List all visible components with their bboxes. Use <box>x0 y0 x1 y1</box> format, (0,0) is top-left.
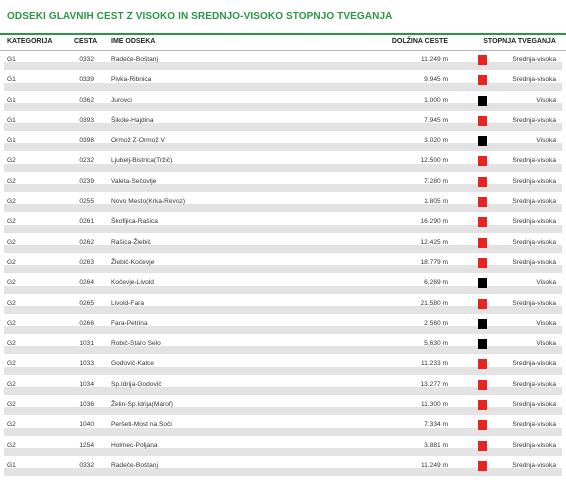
cell-kategorija: G2 <box>7 401 16 409</box>
cell-dolzina: 1.805 m <box>424 198 448 206</box>
header-cesta: CESTA <box>74 38 98 45</box>
cell-stopnja: Srednja-visoka <box>512 360 556 368</box>
cell-dolzina: 2.560 m <box>424 319 448 327</box>
cell-stopnja: Srednja-visoka <box>512 258 556 266</box>
risk-level-square <box>478 96 487 106</box>
cell-cesta: 0261 <box>79 218 94 226</box>
cell-kategorija: G2 <box>7 258 16 266</box>
cell-ime-odseka: Holmec-Poljana <box>111 441 158 449</box>
cell-ime-odseka: Fara-Petrina <box>111 319 148 327</box>
cell-kategorija: G2 <box>7 360 16 368</box>
cell-ime-odseka: Radeče-Boštanj <box>111 461 158 469</box>
cell-kategorija: G1 <box>7 137 16 145</box>
cell-dolzina: 9.945 m <box>424 76 448 84</box>
cell-kategorija: G2 <box>7 441 16 449</box>
cell-ime-odseka: Ormož Z-Ormož V <box>111 137 165 145</box>
risk-level-square <box>478 319 487 329</box>
cell-cesta: 0263 <box>79 258 94 266</box>
risk-level-square <box>478 461 487 471</box>
cell-dolzina: 11.233 m <box>420 360 448 368</box>
cell-ime-odseka: Žlebič-Kočevje <box>111 258 155 266</box>
cell-kategorija: G2 <box>7 380 16 388</box>
cell-stopnja: Srednja-visoka <box>512 177 556 185</box>
cell-dolzina: 7.945 m <box>424 116 448 124</box>
cell-stopnja: Visoka <box>536 319 556 327</box>
header-stopnja-tveganja: STOPNJA TVEGANJA <box>483 38 556 45</box>
cell-cesta: 1040 <box>79 421 94 429</box>
cell-kategorija: G2 <box>7 218 16 226</box>
cell-kategorija: G2 <box>7 279 16 287</box>
table-row <box>0 113 566 133</box>
table-row <box>0 316 566 336</box>
risk-level-square <box>478 400 487 410</box>
table-row <box>0 174 566 194</box>
cell-dolzina: 12.500 m <box>420 157 448 165</box>
table-row <box>0 52 566 72</box>
cell-kategorija: G1 <box>7 76 16 84</box>
cell-stopnja: Visoka <box>536 279 556 287</box>
cell-cesta: 0262 <box>79 238 94 246</box>
table-row <box>0 356 566 376</box>
cell-cesta: 0265 <box>79 299 94 307</box>
cell-cesta: 0362 <box>79 96 94 104</box>
cell-stopnja: Srednja-visoka <box>512 441 556 449</box>
cell-cesta: 0232 <box>79 157 94 165</box>
risk-level-square <box>478 278 487 288</box>
cell-stopnja: Srednja-visoka <box>512 116 556 124</box>
cell-dolzina: 11.249 m <box>420 56 448 63</box>
cell-stopnja: Visoka <box>536 340 556 348</box>
header-kategorija: KATEGORIJA <box>7 38 53 45</box>
cell-kategorija: G2 <box>7 198 16 206</box>
page-title: ODSEKI GLAVNIH CEST Z VISOKO IN SREDNJO-VISOKO STOPNJO TVEGANJA <box>7 11 393 22</box>
cell-kategorija: G1 <box>7 56 16 63</box>
table-body <box>0 52 566 478</box>
cell-kategorija: G2 <box>7 340 16 348</box>
table-row <box>0 194 566 214</box>
table-row <box>0 417 566 437</box>
cell-stopnja: Srednja-visoka <box>512 461 556 469</box>
cell-ime-odseka: Kočevje-Livold <box>111 279 154 287</box>
cell-dolzina: 7.334 m <box>424 421 448 429</box>
cell-ime-odseka: Rašica-Žlebič <box>111 238 151 246</box>
cell-cesta: 0332 <box>79 461 94 469</box>
cell-ime-odseka: Šikole-Hajdina <box>111 116 154 124</box>
table-row <box>0 235 566 255</box>
cell-cesta: 0339 <box>79 76 94 84</box>
cell-ime-odseka: Peršeti-Most na Soči <box>111 421 172 429</box>
risk-level-square <box>478 136 487 146</box>
cell-stopnja: Srednja-visoka <box>512 421 556 429</box>
cell-stopnja: Srednja-visoka <box>512 238 556 246</box>
cell-ime-odseka: Ljubelj-Bistrica(Tržič) <box>111 157 173 165</box>
cell-dolzina: 11.249 m <box>420 461 448 469</box>
header-dolzina-ceste: DOLŽINA CESTE <box>391 38 448 45</box>
cell-kategorija: G2 <box>7 421 16 429</box>
cell-ime-odseka: Pivka-Ribnica <box>111 76 152 84</box>
risk-level-square <box>478 299 487 309</box>
cell-dolzina: 5.630 m <box>424 340 448 348</box>
risk-level-square <box>478 75 487 85</box>
table-header <box>0 34 566 51</box>
cell-dolzina: 13.277 m <box>420 380 448 388</box>
cell-dolzina: 12.425 m <box>420 238 448 246</box>
cell-dolzina: 21.580 m <box>420 299 448 307</box>
cell-stopnja: Srednja-visoka <box>512 218 556 226</box>
cell-kategorija: G2 <box>7 238 16 246</box>
cell-stopnja: Srednja-visoka <box>512 157 556 165</box>
table-row <box>0 438 566 458</box>
cell-stopnja: Srednja-visoka <box>512 299 556 307</box>
table-row <box>0 133 566 153</box>
cell-cesta: 1031 <box>79 340 94 348</box>
table-row <box>0 255 566 275</box>
risk-level-square <box>478 359 487 369</box>
cell-ime-odseka: Jurovci <box>111 96 132 104</box>
cell-cesta: 0255 <box>79 198 94 206</box>
table-row <box>0 153 566 173</box>
cell-cesta: 1034 <box>79 380 94 388</box>
cell-dolzina: 11.300 m <box>420 401 448 409</box>
header-ime-odseka: IME ODSEKA <box>111 38 156 45</box>
risk-level-square <box>478 177 487 187</box>
cell-kategorija: G2 <box>7 319 16 327</box>
cell-kategorija: G1 <box>7 116 16 124</box>
cell-cesta: 1033 <box>79 360 94 368</box>
cell-kategorija: G2 <box>7 157 16 165</box>
cell-kategorija: G2 <box>7 177 16 185</box>
cell-cesta: 0332 <box>79 56 94 63</box>
cell-cesta: 0239 <box>79 177 94 185</box>
cell-ime-odseka: Livold-Fara <box>111 299 144 307</box>
cell-kategorija: G1 <box>7 461 16 469</box>
table-row <box>0 214 566 234</box>
cell-ime-odseka: Robič-Staro Selo <box>111 340 161 348</box>
risk-level-square <box>478 197 487 207</box>
table-row <box>0 275 566 295</box>
risk-level-square <box>478 380 487 390</box>
cell-dolzina: 16.290 m <box>420 218 448 226</box>
cell-cesta: 0266 <box>79 319 94 327</box>
cell-cesta: 1254 <box>79 441 94 449</box>
risk-level-square <box>478 55 487 65</box>
cell-ime-odseka: Novo Mesto(Krka-Revoz) <box>111 198 186 206</box>
cell-ime-odseka: Sp.Idrija-Godovič <box>111 380 162 388</box>
cell-stopnja: Srednja-visoka <box>512 76 556 84</box>
risk-level-square <box>478 116 487 126</box>
cell-dolzina: 6.269 m <box>424 279 448 287</box>
cell-ime-odseka: Godovič-Kalce <box>111 360 154 368</box>
cell-ime-odseka: Radeče-Boštanj <box>111 56 158 63</box>
cell-ime-odseka: Škofljica-Rašica <box>111 218 158 226</box>
cell-stopnja: Visoka <box>536 96 556 104</box>
table-row <box>0 397 566 417</box>
cell-stopnja: Srednja-visoka <box>512 401 556 409</box>
cell-kategorija: G1 <box>7 96 16 104</box>
risk-level-square <box>478 238 487 248</box>
risk-level-square <box>478 441 487 451</box>
cell-cesta: 0398 <box>79 137 94 145</box>
cell-dolzina: 3.881 m <box>424 441 448 449</box>
cell-cesta: 0264 <box>79 279 94 287</box>
risk-level-square <box>478 156 487 166</box>
risk-level-square <box>478 339 487 349</box>
cell-ime-odseka: Valeta-Sečovlje <box>111 177 157 185</box>
table-row <box>0 377 566 397</box>
risk-level-square <box>478 258 487 268</box>
cell-stopnja: Srednja-visoka <box>512 198 556 206</box>
cell-stopnja: Visoka <box>536 137 556 145</box>
table-row <box>0 296 566 316</box>
table-row <box>0 336 566 356</box>
cell-ime-odseka: Želin-Sp.Idrija(Marof) <box>111 401 173 409</box>
table-row <box>0 93 566 113</box>
title-bar <box>0 0 566 35</box>
cell-dolzina: 18.779 m <box>420 258 448 266</box>
cell-stopnja: Srednja-visoka <box>512 380 556 388</box>
cell-dolzina: 1.000 m <box>424 96 448 104</box>
risk-level-square <box>478 420 487 430</box>
cell-cesta: 1036 <box>79 401 94 409</box>
table-row <box>0 72 566 92</box>
cell-kategorija: G2 <box>7 299 16 307</box>
cell-stopnja: Srednja-visoka <box>512 56 556 63</box>
table-row <box>0 458 566 478</box>
cell-cesta: 0393 <box>79 116 94 124</box>
risk-level-square <box>478 217 487 227</box>
cell-dolzina: 7.280 m <box>424 177 448 185</box>
cell-dolzina: 3.020 m <box>424 137 448 145</box>
